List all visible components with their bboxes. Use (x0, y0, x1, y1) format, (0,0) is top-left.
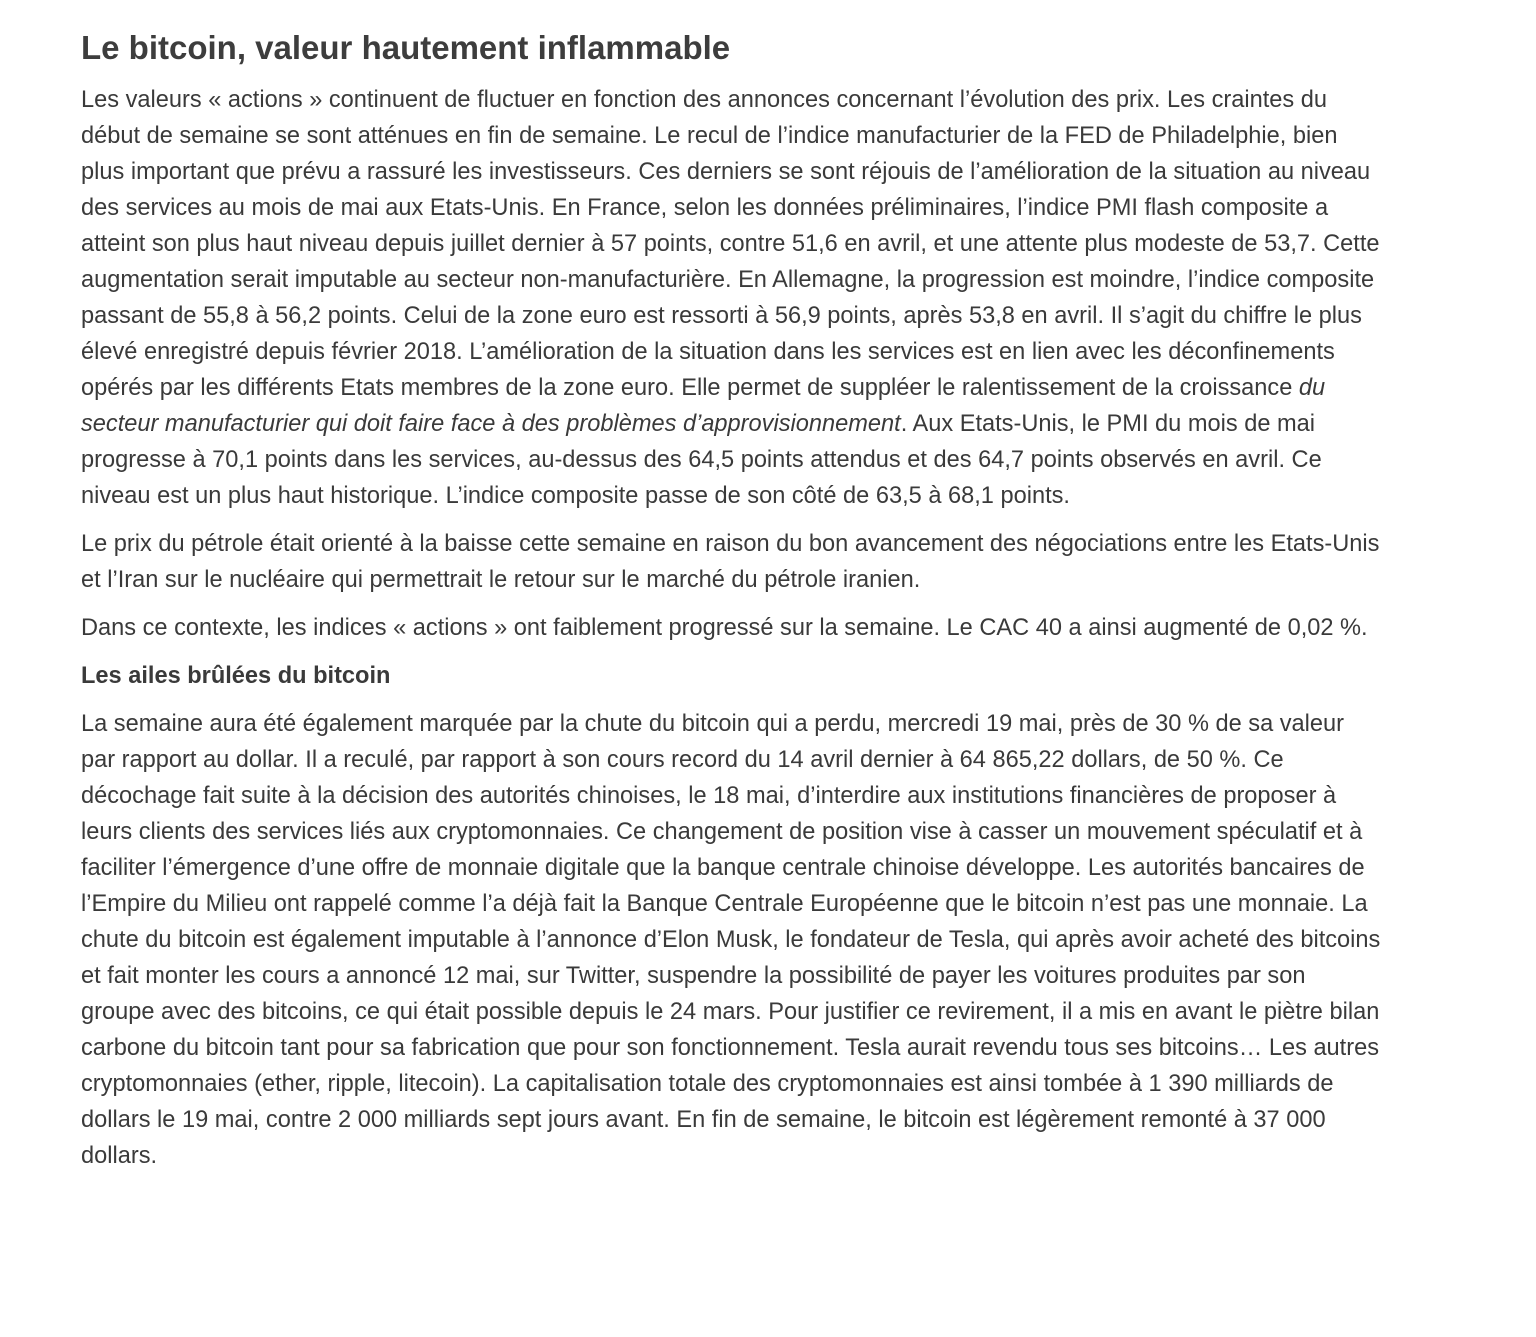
paragraph-italic-text: du secteur manufacturier qui doit faire face à des problèmes d’approvisionnement (81, 375, 1326, 437)
paragraph-oil-price: Le prix du pétrole était orienté à la baisse cette semaine en raison du bon avancement des négociations entre les Etats-Unis et l’Iran sur le nucléaire qui permettrait le retour sur le marché du pétrole iranien. (81, 531, 1380, 593)
paragraph-economic-indicators (81, 82, 1381, 514)
paragraph-cac40: Dans ce contexte, les indices « actions » ont faiblement progressé sur la semaine. Le CAC 40 a ainsi augmenté de 0,02 %. (81, 615, 1368, 641)
article (81, 24, 1381, 1186)
paragraph-bitcoin: La semaine aura été également marquée par la chute du bitcoin qui a perdu, mercredi 19 mai, près de 30 % de sa valeur par rapport au dollar. Il a reculé, par rapport à son cours record du 14 avril dernier à 64 865,22 dollars, de 50 %. Ce décochage fait suite à la décision des autorités chinoises, le 18 mai, d’interdire aux institutions financières de proposer à leurs clients des services liés aux cryptomonnaies. Ce changement de position vise à casser un mouvement spéculatif et à faciliter l’émergence d’une offre de monnaie digitale que la banque centrale chinoise développe. Les autorités bancaires de l’Empire du Milieu ont rappelé comme l’a déjà fait la Banque Centrale Européenne que le bitcoin n’est pas une monnaie. La chute du bitcoin est également imputable à l’annonce d’Elon Musk, le fondateur de Tesla, qui après avoir acheté des bitcoins et fait monter les cours a annoncé 12 mai, sur Twitter, suspendre la possibilité de payer les voitures produites par son groupe avec des bitcoins, ce qui était possible depuis le 24 mars. Pour justifier ce revirement, il a mis en avant le piètre bilan carbone du bitcoin tant pour sa fabrication que pour son fonctionnement. Tesla aurait revendu tous ses bitcoins… Les autres cryptomonnaies (ether, ripple, litecoin). La capitalisation totale des cryptomonnaies est ainsi tombée à 1 390 milliards de dollars le 19 mai, contre 2 000 milliards sept jours avant. En fin de semaine, le bitcoin est légèrement remonté à 37 000 dollars. (81, 711, 1381, 1169)
section-subheading: Les ailes brûlées du bitcoin (81, 663, 391, 689)
paragraph-text: . Aux Etats-Unis, le PMI du mois de mai progresse à 70,1 points dans les services, au-dessus des 64,5 points attendus et des 64,7 points observés en avril. Ce niveau est un plus haut historique. L’indice composite passe de son côté de 63,5 à 68,1 points. (81, 411, 1322, 509)
article-title: Le bitcoin, valeur hautement inflammable (81, 29, 731, 66)
paragraph-text: Les valeurs « actions » continuent de fluctuer en fonction des annonces concernant l’évolution des prix. Les craintes du début de semaine se sont atténues en fin de semaine. Le recul de l’indice manufacturier de la FED de Philadelphie, bien plus important que prévu a rassuré les investisseurs. Ces derniers se sont réjouis de l’amélioration de la situation au niveau des services au mois de mai aux Etats-Unis. En France, selon les données préliminaires, l’indice PMI flash composite a atteint son plus haut niveau depuis juillet dernier à 57 points, contre 51,6 en avril, et une attente plus modeste de 53,7. Cette augmentation serait imputable au secteur non-manufacturière. En Allemagne, la progression est moindre, l’indice composite passant de 55,8 à 56,2 points. Celui de la zone euro est ressorti à 56,9 points, après 53,8 en avril. Il s’agit du chiffre le plus élevé enregistré depuis février 2018. L’amélioration de la situation dans les services est en lien avec les déconfinements opérés par les différents Etats membres de la zone euro. Elle permet de suppléer le ralentissement de la croissance (81, 87, 1380, 401)
